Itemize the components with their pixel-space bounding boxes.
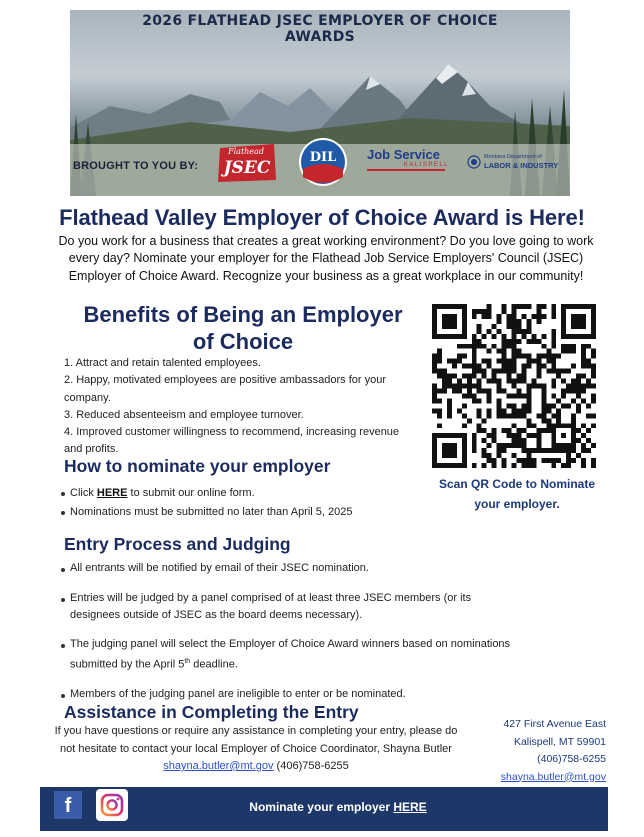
footer-bar — [40, 787, 608, 831]
nomination-qr-code[interactable] — [432, 304, 596, 468]
assistance-heading: Assistance in Completing the Entry — [64, 702, 359, 722]
how-to-nominate-list — [60, 484, 420, 522]
benefits-heading — [64, 301, 422, 355]
header-banner — [70, 10, 570, 196]
footer-nominate-text — [188, 800, 488, 814]
submit-form-link[interactable]: HERE — [96, 487, 128, 499]
benefit-item: 4. Improved customer willingness to recommend, increasing revenue and profits. — [64, 426, 400, 456]
banner-title — [70, 13, 570, 45]
qr-caption — [410, 474, 624, 514]
address-city: Kalispell, MT 59901 — [513, 735, 606, 748]
how-to-nominate-heading: How to nominate your employer — [64, 456, 331, 476]
coordinator-phone: (406)758-6255 — [273, 760, 349, 772]
qr-caption-line2: your employer. — [474, 497, 560, 511]
benefits-heading-line1: Benefits of Being an Employer — [83, 302, 403, 327]
judging-superscript: th — [184, 658, 191, 665]
list-item: All entrants will be notified by email of their JSEC nomination. — [60, 560, 530, 577]
address-street: 427 First Avenue East — [503, 718, 606, 730]
entry-process-list — [60, 560, 530, 715]
contact-address-block — [478, 716, 606, 786]
intro-paragraph: Do you work for a business that creates a great working environment? Do you love going to work every day? Nominate your employer for the Flathead Job Service Employers' Council (JSEC) Employer of Choice Award. Recognize your business as a great workplace in our community! — [58, 234, 594, 283]
banner-title-line2: AWARDS — [284, 29, 356, 45]
benefit-item: 2. Happy, motivated employees are positive ambassadors for your company. — [64, 374, 387, 404]
banner-title-line1: 2026 FLATHEAD JSEC EMPLOYER OF CHOICE — [142, 13, 498, 29]
jsec-logo-script: Flathead — [228, 147, 264, 156]
benefit-item: 3. Reduced absenteeism and employee turnover. — [64, 408, 304, 421]
montana-dli-line2: LABOR & INDUSTRY — [484, 161, 559, 170]
flathead-jsec-logo — [216, 140, 278, 186]
job-service-kalispell-logo — [367, 148, 457, 184]
montana-dli-line1: Montana Department of — [484, 154, 542, 160]
entry-process-heading: Entry Process and Judging — [64, 534, 291, 554]
list-item: Entries will be judged by a panel comprised of at least three JSEC members (or its designees outside of JSEC as the board deems necessary). — [60, 590, 530, 624]
job-service-logo-title: Job Service — [367, 147, 440, 162]
dil-logo-text: DIL — [309, 150, 337, 165]
dil-logo — [298, 137, 348, 187]
qr-caption-line1: Scan QR Code to Nominate — [438, 477, 596, 491]
montana-seal-icon — [467, 155, 481, 169]
jsec-logo-main: JSEC — [223, 158, 271, 178]
address-phone: (406)758-6255 — [537, 753, 606, 765]
list-item: Members of the judging panel are ineligible to enter or be nominated. — [60, 686, 530, 703]
assistance-text: If you have questions or require any assistance in completing your entry, please do not hesitate to contact your local Employer of Choice Coordinator, Shayna Butler — [54, 725, 458, 755]
montana-dli-logo — [467, 151, 567, 181]
coordinator-email-link[interactable]: shayna.butler@mt.gov — [163, 760, 274, 772]
footer-nominate-link[interactable]: HERE — [393, 800, 427, 814]
instagram-icon[interactable] — [96, 789, 128, 821]
job-service-logo-subtitle: KALISPELL — [403, 162, 449, 168]
benefits-list — [64, 355, 404, 459]
list-item — [60, 484, 420, 503]
click-suffix-text: to submit our online form. — [127, 487, 255, 499]
assistance-paragraph — [52, 723, 460, 776]
list-item: Nominations must be submitted no later than April 5, 2025 — [60, 503, 420, 522]
click-prefix-text: Click — [70, 487, 97, 499]
benefits-heading-line2: of Choice — [192, 329, 294, 354]
list-item — [60, 636, 530, 674]
page-headline: Flathead Valley Employer of Choice Award is Here! — [59, 205, 585, 230]
judging-text: The judging panel will select the Employer of Choice Award winners based on nominations submitted by the April 5 — [70, 638, 511, 671]
footer-text-prefix: Nominate your employer — [249, 800, 394, 814]
brought-to-you-by-label: BROUGHT TO YOU BY: — [73, 160, 199, 172]
address-email-link[interactable]: shayna.butler@mt.gov — [500, 770, 606, 783]
benefit-item: 1. Attract and retain talented employees. — [64, 357, 261, 369]
facebook-icon[interactable]: f — [54, 791, 82, 819]
judging-text-end: deadline. — [190, 658, 238, 671]
